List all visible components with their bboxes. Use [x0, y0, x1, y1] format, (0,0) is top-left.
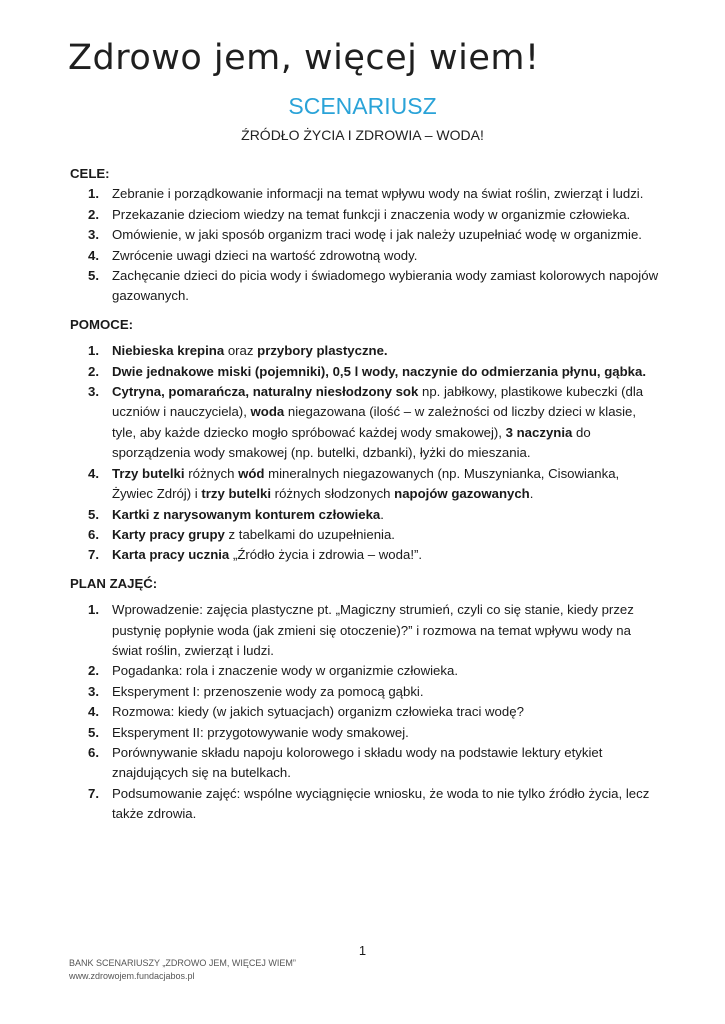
- list-item: [70, 362, 660, 382]
- bold-text: Cytryna, pomarańcza, naturalny niesłodzony sok: [112, 384, 419, 400]
- text: Pogadanka: rola i znaczenie wody w organizmie człowieka.: [112, 663, 458, 679]
- list-item: [70, 702, 660, 722]
- bold-text: woda: [250, 404, 285, 420]
- list-item-number: 3.: [88, 384, 99, 400]
- text: np. jabłkowy, plastikowe kubeczki (dla uczniów i nauczyciela),: [112, 384, 644, 420]
- text: „Źródło życia i zdrowia – woda!”.: [229, 547, 423, 563]
- list-item: [70, 184, 660, 204]
- document-content: [70, 164, 660, 825]
- text: Omówienie, w jaki sposób organizm traci wodę i jak należy uzupełniać wodę w organizmie.: [112, 227, 642, 243]
- footer: [69, 957, 296, 983]
- list-item-number: 3.: [88, 683, 99, 699]
- list-item: [70, 661, 660, 681]
- text: Przekazanie dzieciom wiedzy na temat funkcji i znaczenia wody w organizmie człowieka.: [112, 206, 631, 222]
- list-cele: [70, 184, 660, 306]
- list-item: [70, 225, 660, 245]
- text: Zwrócenie uwagi dzieci na wartość zdrowotną wody.: [112, 247, 418, 263]
- footer-bank-name: BANK SCENARIUSZY „ZDROWO JEM, WIĘCEJ WIEM”: [69, 958, 296, 968]
- logo-title: Zdrowo jem, więcej wiem!: [68, 38, 540, 78]
- list-item: [70, 545, 660, 565]
- list-item: [70, 600, 660, 661]
- section-heading-pomoce: POMOCE:: [70, 316, 134, 332]
- list-item-number: 7.: [88, 785, 99, 801]
- text: Zachęcanie dzieci do picia wody i świadomego wybierania wody zamiast kolorowych napojów gazowanych.: [112, 268, 659, 304]
- list-item: [70, 784, 660, 825]
- list-item-number: 5.: [88, 268, 99, 284]
- text: różnych słodzonych: [271, 486, 395, 502]
- bold-text: Niebieska krepina: [112, 343, 225, 359]
- list-item-number: 4.: [88, 704, 99, 720]
- text: Podsumowanie zajęć: wspólne wyciągnięcie wniosku, że woda to nie tylko źródło życia, lecz także zdrowia.: [112, 785, 650, 822]
- list-item-number: 5.: [88, 506, 99, 522]
- list-pomoce: [70, 341, 660, 565]
- section-heading-cele: CELE:: [70, 166, 110, 181]
- list-item: [70, 341, 660, 361]
- bold-text: Karty pracy grupy: [112, 526, 225, 542]
- bold-text: 3 naczynia: [505, 424, 573, 440]
- footer-url: www.zdrowojem.fundacjabos.pl: [69, 971, 195, 981]
- list-item: [70, 464, 660, 505]
- list-item-number: 1.: [88, 186, 99, 202]
- bold-text: Dwie jednakowe miski (pojemniki), 0,5 l wody, naczynie do odmierzania płynu, gąbka.: [112, 363, 646, 379]
- list-item-number: 4.: [88, 247, 99, 263]
- list-item-number: 1.: [88, 343, 99, 359]
- text: Eksperyment II: przygotowywanie wody smakowej.: [112, 724, 409, 740]
- text: z tabelkami do uzupełnienia.: [224, 526, 395, 542]
- list-item: [70, 266, 660, 307]
- page-number: 1: [358, 943, 367, 958]
- bold-text: Trzy butelki: [112, 465, 185, 481]
- text: Eksperyment I: przenoszenie wody za pomocą gąbki.: [112, 683, 424, 699]
- list-plan: [70, 600, 660, 824]
- bold-text: trzy butelki: [201, 486, 272, 502]
- text: do sporządzenia wody smakowej (np. butelki, dzbanki), łyżki do mieszania.: [112, 424, 591, 461]
- text: niegazowana (ilość – w zależności od liczby dzieci w klasie, tyle, aby każde dziecko mogło spróbować każdej wody smakowej),: [112, 404, 637, 440]
- list-item: [70, 723, 660, 743]
- bold-text: napojów gazowanych: [394, 486, 530, 502]
- bold-text: Karta pracy ucznia: [112, 547, 230, 563]
- list-item: [70, 505, 660, 525]
- list-item-number: 2.: [88, 363, 99, 379]
- text: .: [380, 506, 384, 522]
- text: mineralnych niegazowanych (np. Muszynianka, Cisowianka, Żywiec Zdrój) i: [112, 465, 620, 502]
- document-title: ŹRÓDŁO ŻYCIA I ZDROWIA – WODA!: [241, 127, 484, 143]
- bold-text: Kartki z narysowanym konturem człowieka: [112, 506, 381, 522]
- list-item-number: 7.: [88, 547, 99, 563]
- text: oraz: [224, 343, 258, 359]
- text: Zebranie i porządkowanie informacji na temat wpływu wody na świat roślin, zwierząt i ludzi.: [112, 186, 644, 202]
- list-item: [70, 205, 660, 225]
- list-item: [70, 525, 660, 545]
- section-heading-plan: PLAN ZAJĘĆ:: [70, 575, 158, 591]
- list-item-number: 4.: [88, 465, 99, 481]
- list-item-number: 1.: [88, 602, 99, 618]
- list-item: [70, 743, 660, 784]
- document-type-heading: SCENARIUSZ: [288, 93, 437, 119]
- list-item-number: 3.: [88, 227, 99, 243]
- list-item: [70, 382, 660, 464]
- bold-text: wód: [238, 465, 265, 481]
- list-item-number: 2.: [88, 663, 99, 679]
- list-item: [70, 246, 660, 266]
- list-item: [70, 682, 660, 702]
- text: Wprowadzenie: zajęcia plastyczne pt. „Magiczny strumień, czyli co się stanie, kiedy przez pustynię popłynie woda (jak zmieni się otoczenie)?” i rozmowa na temat wpływu wody na świat roślin, zwierząt i ludzi.: [112, 602, 634, 658]
- bold-text: przybory plastyczne.: [257, 343, 388, 359]
- text: różnych: [184, 465, 239, 481]
- list-item-number: 6.: [88, 526, 99, 542]
- list-item-number: 6.: [88, 744, 99, 760]
- text: Rozmowa: kiedy (w jakich sytuacjach) organizm człowieka traci wodę?: [112, 704, 524, 720]
- text: .: [529, 486, 534, 502]
- text: Porównywanie składu napoju kolorowego i składu wody na podstawie lektury etykiet znajdujących się na butelkach.: [112, 744, 603, 781]
- list-item-number: 2.: [88, 206, 99, 222]
- list-item-number: 5.: [88, 724, 99, 740]
